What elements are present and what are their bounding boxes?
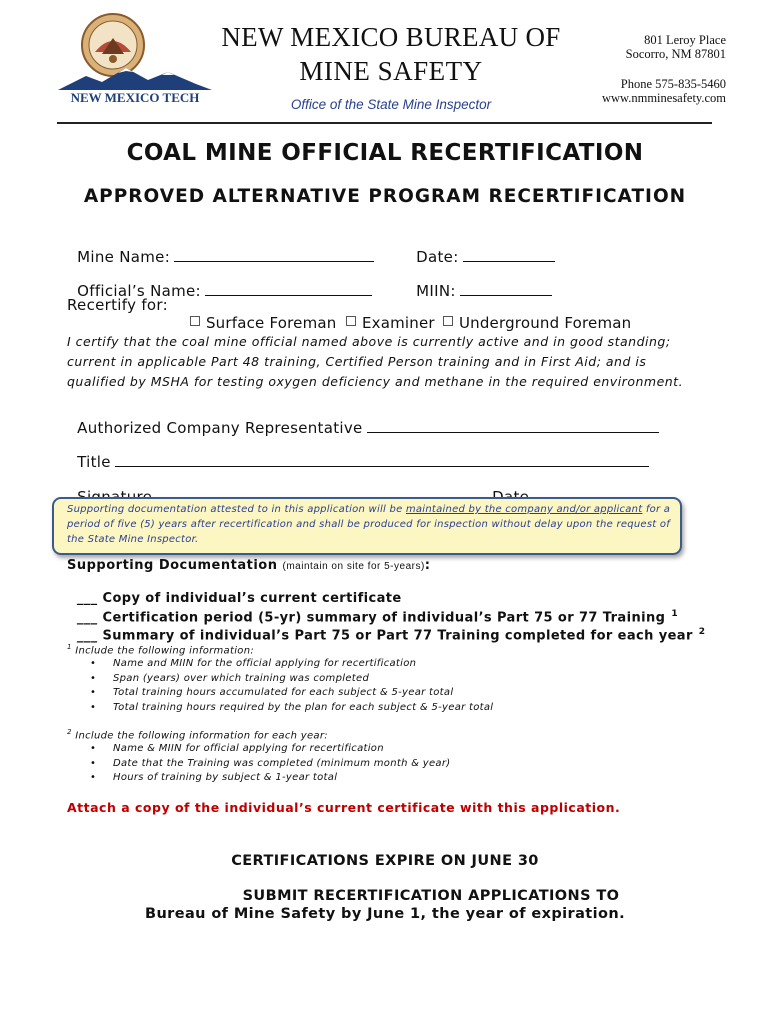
office-subtitle: Office of the State Mine Inspector	[290, 97, 492, 112]
footnote-item-text: Date that the Training was completed (minimum month & year)	[113, 758, 451, 769]
footnote-ref: 2	[698, 627, 706, 637]
supporting-docs-colon: :	[424, 558, 431, 573]
underground-foreman-label: Underground Foreman	[458, 314, 632, 332]
bullet-icon: •	[90, 687, 97, 698]
form-title: COAL MINE OFFICIAL RECERTIFICATION	[126, 140, 644, 166]
bullet-icon: •	[90, 758, 97, 769]
examiner-checkbox[interactable]	[346, 316, 356, 326]
footnote-ref: 1	[671, 609, 678, 619]
mine-name-input[interactable]	[174, 246, 374, 262]
doc-item-text: Certification period (5-yr) summary of individual’s Part 75 or 77 Training	[102, 610, 666, 626]
supporting-doc-item[interactable]	[67, 612, 705, 643]
doc-check-blank[interactable]: ___	[76, 628, 98, 644]
surface-foreman-label: Surface Foreman	[205, 314, 337, 332]
footnote-item-text: Hours of training by subject & 1-year total	[113, 772, 338, 783]
company-rep-label: Authorized Company Representative	[77, 419, 363, 437]
underground-foreman-option[interactable]	[433, 296, 631, 332]
notice-text-end: for a period of five (5) years after recertification and shall be produced for inspection without delay upon the request of the State Mine Inspector.	[67, 504, 671, 545]
footnote-list-item	[90, 673, 369, 684]
attach-certificate-note: Attach a copy of the individual’s current certificate with this application.	[67, 800, 621, 815]
footnote-item-text: Total training hours required by the plan for each subject & 5-year total	[113, 702, 494, 713]
submit-instructions-line1: SUBMIT RECERTIFICATION APPLICATIONS TO	[242, 888, 620, 904]
underground-foreman-checkbox[interactable]	[443, 316, 453, 326]
doc-item-text: Copy of individual’s current certificate	[102, 591, 402, 606]
date-input[interactable]	[463, 246, 555, 262]
mine-name-label: Mine Name:	[77, 248, 171, 266]
submit-instructions-line2: Bureau of Mine Safety by June 1, the year of expiration.	[145, 906, 625, 922]
expiration-notice: CERTIFICATIONS EXPIRE ON JUNE 30	[231, 853, 539, 869]
bureau-name-line2: MINE SAFETY	[299, 56, 483, 86]
officials-name-label: Official’s Name:	[77, 282, 201, 300]
company-rep-field[interactable]	[67, 399, 659, 437]
certification-statement: I certify that the coal mine official named above is currently active and in good standing; current in applicable Part 48 training, Certified Person training and in First Aid; and is qualified by MSHA for testing oxygen deficiency and methane in the required environment.	[67, 334, 684, 389]
bureau-name-line1: NEW MEXICO BUREAU OF	[221, 22, 561, 52]
svg-text:NEW MEXICO TECH: NEW MEXICO TECH	[70, 90, 200, 105]
surface-foreman-checkbox[interactable]	[190, 316, 200, 326]
date-field[interactable]	[406, 228, 555, 266]
notice-text-start: Supporting documentation attested to in this application will be	[67, 504, 406, 515]
notice-text	[67, 502, 673, 547]
footnote-list-item	[90, 658, 416, 669]
miin-input[interactable]	[460, 280, 552, 296]
footnote-list-item	[90, 772, 337, 783]
footnote-2-heading	[67, 728, 328, 741]
bullet-icon: •	[90, 673, 97, 684]
recertify-label: Recertify for:	[67, 296, 168, 314]
footnote-list-item	[90, 687, 453, 698]
company-rep-input[interactable]	[367, 417, 659, 433]
phone-number: Phone 575-835-5460	[620, 77, 726, 91]
supporting-docs-title: Supporting Documentation	[67, 558, 278, 573]
title-input[interactable]	[115, 451, 649, 467]
title-field[interactable]	[67, 433, 649, 471]
footnote-list-item	[90, 758, 450, 769]
notice-text-underlined: maintained by the company and/or applicant	[405, 504, 643, 515]
mine-name-field[interactable]	[67, 228, 374, 266]
header-divider	[57, 122, 712, 124]
form-subtitle: APPROVED ALTERNATIVE PROGRAM RECERTIFICATION	[83, 186, 687, 207]
address-city: Socorro, NM 87801	[625, 47, 726, 61]
doc-check-blank[interactable]: ___	[76, 591, 98, 606]
footnote-text: Include the following information for each year:	[75, 730, 328, 742]
doc-check-blank[interactable]: ___	[76, 610, 98, 626]
footnote-1-heading	[67, 643, 254, 656]
date-label: Date:	[416, 248, 459, 266]
miin-field[interactable]	[406, 262, 552, 300]
bullet-icon: •	[90, 702, 97, 713]
footnote-item-text: Span (years) over which training was completed	[113, 673, 370, 684]
address-street: 801 Leroy Place	[644, 33, 726, 47]
footnote-list-item	[90, 743, 384, 754]
footnote-item-text: Name & MIIN for official applying for recertification	[113, 743, 384, 754]
footnote-item-text: Total training hours accumulated for each subject & 5-year total	[113, 687, 454, 698]
surface-foreman-option[interactable]	[180, 296, 337, 332]
bullet-icon: •	[90, 658, 97, 669]
supporting-docs-heading	[67, 558, 431, 573]
examiner-option[interactable]	[336, 296, 435, 332]
footnote-number: 1	[67, 643, 72, 651]
miin-label: MIIN:	[416, 282, 456, 300]
supporting-docs-note: (maintain on site for 5-years)	[282, 561, 425, 572]
footnote-list-item	[90, 702, 493, 713]
bullet-icon: •	[90, 772, 97, 783]
officials-name-field[interactable]	[67, 262, 372, 300]
footnote-text: Include the following information:	[75, 645, 255, 657]
title-label: Title	[77, 453, 111, 471]
new-mexico-tech-logo	[56, 64, 214, 106]
examiner-label: Examiner	[361, 314, 435, 332]
doc-item-text: Summary of individual’s Part 75 or Part 77 Training completed for each year	[102, 628, 693, 644]
footnote-number: 2	[67, 728, 72, 736]
footnote-item-text: Name and MIIN for the official applying for recertification	[113, 658, 417, 669]
website-link[interactable]: www.nmminesafety.com	[601, 91, 726, 105]
bullet-icon: •	[90, 743, 97, 754]
officials-name-input[interactable]	[205, 280, 372, 296]
